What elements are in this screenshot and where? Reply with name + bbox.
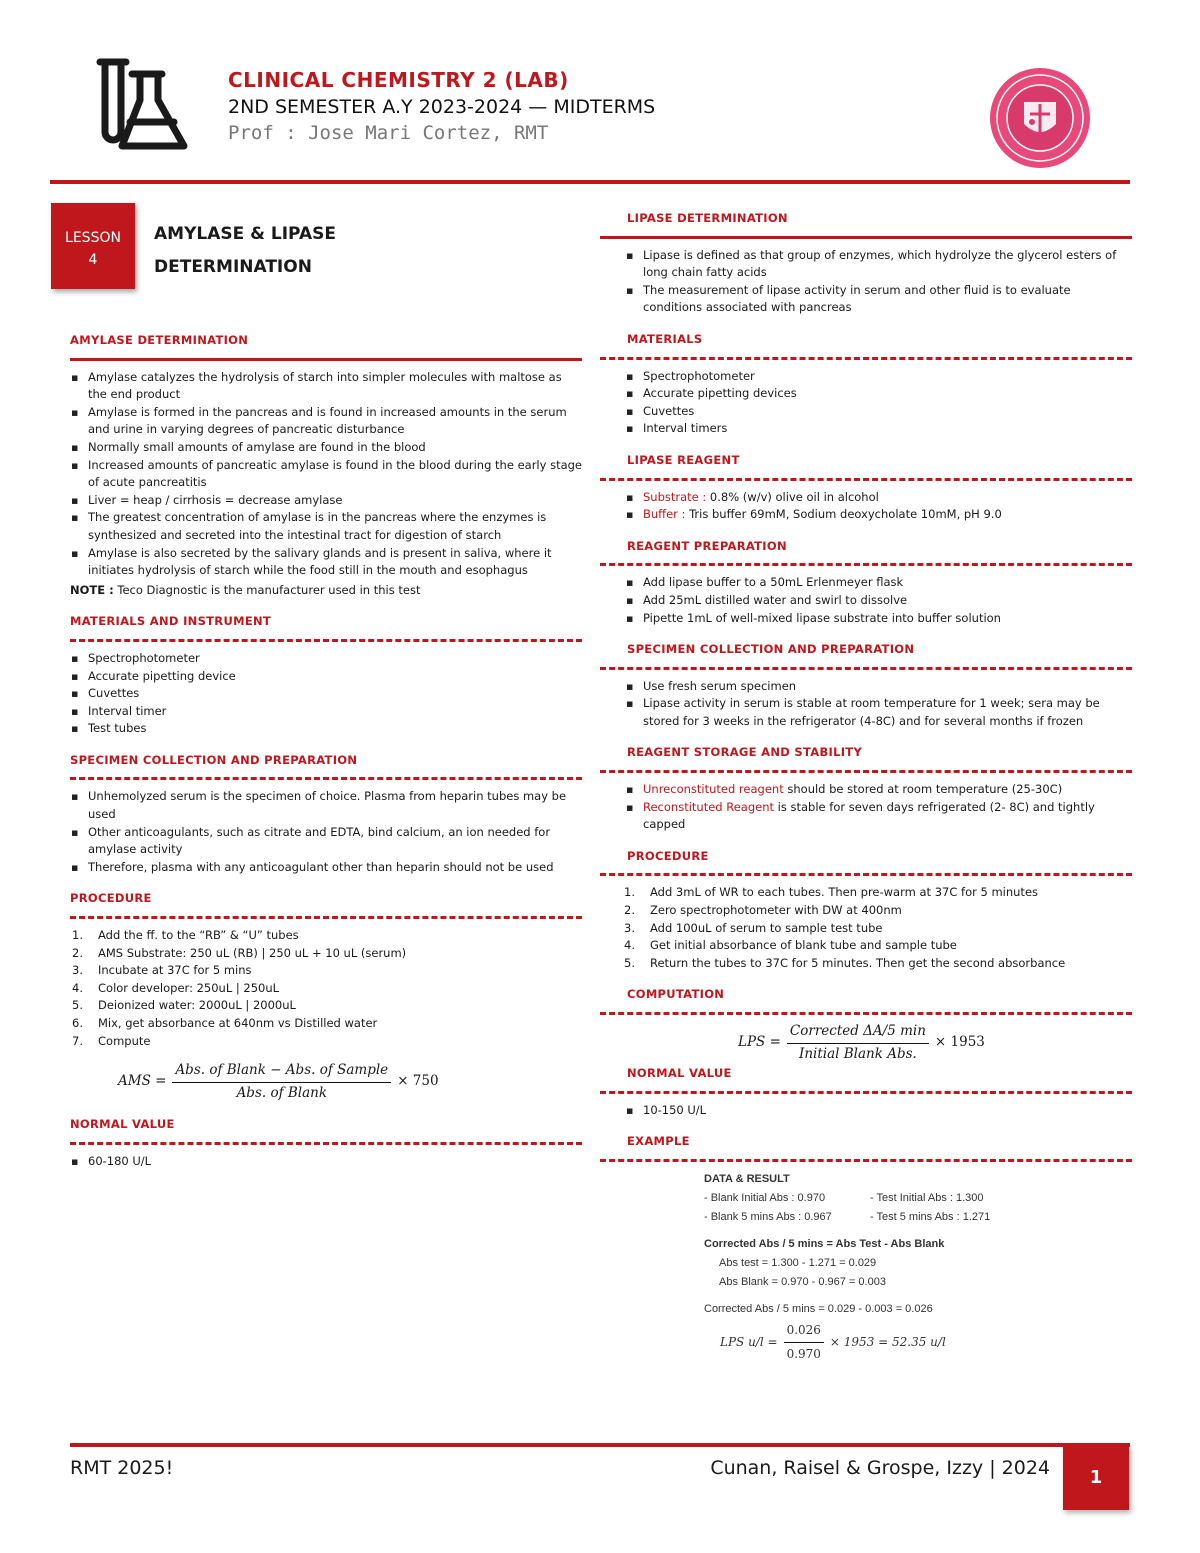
storage-list	[600, 781, 1132, 834]
lps-formula: LPS = $\frac{\text{Corrected ΔA/5 min}}{\text{Initial Blank Abs.}}$ × 1953	[738, 1023, 985, 1062]
note-label: NOTE :	[70, 582, 114, 597]
page-number: 1	[1063, 1446, 1129, 1510]
list-item: ▪ Use fresh serum specimen	[643, 678, 1132, 696]
list-item: 1. Add 3mL of WR to each tubes. Then pre-warm at 37C for 5 minutes	[624, 885, 1039, 900]
semester-line: 2ND SEMESTER A.Y 2023-2024 — MIDTERMS	[228, 96, 656, 118]
list-item: ▪ Cuvettes	[643, 403, 1132, 421]
footer-authors: Cunan, Raisel & Grospe, Izzy | 2024	[710, 1457, 1050, 1479]
list-item: 3. Incubate at 37C for 5 mins	[72, 963, 252, 978]
abs-blank-line: Abs Blank = 0.970 - 0.967 = 0.003	[719, 1275, 886, 1288]
section-divider	[600, 667, 1132, 670]
list-item: ▪ Cuvettes	[88, 685, 582, 703]
normal-value-list	[600, 1102, 1132, 1120]
amylase-list	[70, 369, 582, 580]
list-item: ▪ Reconstituted Reagent is stable for seven days refrigerated (2- 8C) and tightly capped	[643, 799, 1132, 834]
professor-line: Prof : Jose Mari Cortez, RMT	[228, 122, 549, 144]
list-item: ▪ Spectrophotometer	[88, 650, 582, 668]
header-divider	[50, 180, 1130, 184]
list-item: ▪ Amylase catalyzes the hydrolysis of starch into simpler molecules with maltose as the end product	[88, 369, 582, 404]
section-heading: MATERIALS	[627, 331, 703, 346]
procedure-list	[70, 927, 582, 1050]
list-item: ▪ 60-180 U/L	[88, 1153, 582, 1171]
section-divider	[70, 916, 582, 919]
section-heading: SPECIMEN COLLECTION AND PREPARATION	[70, 752, 358, 767]
lps-result-formula: LPS u/l = $\frac{0.026}{0.970}$ × 1953 = 52.35 u/l	[720, 1322, 946, 1361]
specimen-list	[70, 788, 582, 876]
normal-value-list	[70, 1153, 582, 1171]
section-heading: SPECIMEN COLLECTION AND PREPARATION	[627, 642, 915, 657]
list-item: ▪ Increased amounts of pancreatic amylase is found in the blood during the early stage of acute pancreatitis	[88, 457, 582, 492]
list-item: ▪ Interval timer	[88, 703, 582, 721]
right-column	[600, 210, 1132, 1364]
list-item: ▪ Liver = heap / cirrhosis = decrease amylase	[88, 492, 582, 510]
list-item: ▪ Amylase is formed in the pancreas and is found in increased amounts in the serum and urine in varying degrees of pancreatic disturbance	[88, 404, 582, 439]
section-divider	[70, 639, 582, 642]
section-heading: COMPUTATION	[627, 987, 725, 1002]
section-heading: REAGENT STORAGE AND STABILITY	[627, 745, 863, 760]
list-item: 5. Deionized water: 2000uL | 2000uL	[72, 998, 296, 1013]
section-divider	[600, 1091, 1132, 1094]
list-item: ▪ Add lipase buffer to a 50mL Erlenmeyer flask	[643, 574, 1132, 592]
materials-list	[600, 368, 1132, 438]
list-item: ▪ Substrate : 0.8% (w/v) olive oil in alcohol	[643, 489, 1132, 507]
section-divider	[70, 1142, 582, 1145]
list-item: ▪ 10-150 U/L	[643, 1102, 1132, 1120]
section-heading: LIPASE REAGENT	[627, 452, 740, 467]
list-item: ▪ Amylase is also secreted by the salivary glands and is present in saliva, where it initiates hydrolysis of starch while the food still in the mouth and esophagus	[88, 545, 582, 580]
section-divider	[600, 873, 1132, 876]
materials-list	[70, 650, 582, 738]
lesson-badge	[51, 203, 135, 289]
section-divider	[600, 478, 1132, 481]
lesson-label: LESSON	[65, 230, 121, 246]
note-text: Teco Diagnostic is the manufacturer used in this test	[113, 582, 421, 597]
list-item: ▪ Other anticoagulants, such as citrate and EDTA, bind calcium, an ion needed for amylase activity	[88, 824, 582, 859]
specimen-list	[600, 678, 1132, 731]
lab-flask-icon	[92, 58, 192, 158]
example-row: - Blank 5 mins Abs : 0.967 - Test 5 mins Abs : 1.271	[704, 1210, 991, 1223]
section-heading: NORMAL VALUE	[627, 1066, 732, 1081]
list-item: ▪ Unreconstituted reagent should be stored at room temperature (25-30C)	[643, 781, 1132, 799]
list-item: 4. Color developer: 250uL | 250uL	[72, 980, 280, 995]
section-heading: REAGENT PREPARATION	[627, 538, 787, 553]
list-item: 3. Add 100uL of serum to sample test tube	[624, 920, 883, 935]
list-item: ▪ Buffer : Tris buffer 69mM, Sodium deoxycholate 10mM, pH 9.0	[643, 506, 1132, 524]
list-item: ▪ Lipase is defined as that group of enzymes, which hydrolyze the glycerol esters of long chain fatty acids	[643, 247, 1132, 282]
footer-left: RMT 2025!	[70, 1457, 174, 1479]
list-item: ▪ Lipase activity in serum is stable at room temperature for 1 week; sera may be stored for 3 weeks in the refrigerator (4-8C) and for several months if frozen	[643, 695, 1132, 730]
list-item: ▪ Accurate pipetting device	[88, 668, 582, 686]
section-divider	[70, 777, 582, 780]
section-divider	[70, 358, 582, 361]
example-block	[704, 1170, 1132, 1364]
section-heading: MATERIALS AND INSTRUMENT	[70, 614, 272, 629]
list-item: 4. Get initial absorbance of blank tube and sample tube	[624, 938, 957, 953]
list-item: 1. Add the ff. to the “RB” & “U” tubes	[72, 928, 299, 943]
left-column	[70, 332, 582, 1171]
course-title: CLINICAL CHEMISTRY 2 (LAB)	[228, 68, 569, 92]
section-heading: PROCEDURE	[627, 848, 709, 863]
lesson-title	[154, 218, 414, 284]
example-row: - Blank Initial Abs : 0.970 - Test Initial Abs : 1.300	[704, 1191, 984, 1204]
university-seal	[988, 66, 1092, 170]
list-item: 2. Zero spectrophotometer with DW at 400nm	[624, 903, 902, 918]
lesson-title-line2: DETERMINATION	[154, 257, 312, 277]
section-divider	[600, 770, 1132, 773]
section-heading: EXAMPLE	[627, 1134, 690, 1149]
corrected-formula-title: Corrected Abs / 5 mins = Abs Test - Abs Blank	[704, 1237, 945, 1250]
list-item: ▪ Pipette 1mL of well-mixed lipase substrate into buffer solution	[643, 610, 1132, 628]
list-item: ▪ Add 25mL distilled water and swirl to dissolve	[643, 592, 1132, 610]
section-divider	[600, 1012, 1132, 1015]
section-divider	[600, 1159, 1132, 1162]
section-heading: PROCEDURE	[70, 891, 152, 906]
section-heading: NORMAL VALUE	[70, 1117, 175, 1132]
abs-test-line: Abs test = 1.300 - 1.271 = 0.029	[719, 1256, 877, 1269]
corrected-result-line: Corrected Abs / 5 mins = 0.029 - 0.003 = 0.026	[704, 1302, 933, 1315]
note	[70, 582, 582, 600]
list-item: 5. Return the tubes to 37C for 5 minutes. Then get the second absorbance	[624, 955, 1066, 970]
lipase-list	[600, 247, 1132, 317]
section-divider	[600, 236, 1132, 239]
list-item: ▪ The measurement of lipase activity in serum and other fluid is to evaluate conditions associated with pancreas	[643, 282, 1132, 317]
list-item: ▪ Interval timers	[643, 420, 1132, 438]
list-item: ▪ Test tubes	[88, 720, 582, 738]
list-item: ▪ Accurate pipetting devices	[643, 385, 1132, 403]
lesson-title-line1: AMYLASE & LIPASE	[154, 224, 336, 244]
list-item: 7. Compute	[72, 1033, 151, 1048]
section-divider	[600, 563, 1132, 566]
ams-formula: AMS = $\frac{\text{Abs. of Blank − Abs. of Sample}}{\text{Abs. of Blank}}$ × 750	[118, 1062, 439, 1101]
procedure-list	[600, 884, 1132, 972]
footer-divider	[70, 1443, 1130, 1447]
example-title: DATA & RESULT	[704, 1172, 790, 1185]
list-item: 6. Mix, get absorbance at 640nm vs Distilled water	[72, 1016, 378, 1030]
section-divider	[600, 357, 1132, 360]
lesson-number: 4	[88, 252, 98, 268]
section-heading: AMYLASE DETERMINATION	[70, 333, 249, 347]
reagent-list	[600, 489, 1132, 524]
section-heading: LIPASE DETERMINATION	[627, 211, 788, 225]
list-item: ▪ Unhemolyzed serum is the specimen of choice. Plasma from heparin tubes may be used	[88, 788, 582, 823]
list-item: 2. AMS Substrate: 250 uL (RB) | 250 uL + 10 uL (serum)	[72, 945, 407, 960]
list-item: ▪ Normally small amounts of amylase are found in the blood	[88, 439, 582, 457]
prep-list	[600, 574, 1132, 627]
list-item: ▪ The greatest concentration of amylase is in the pancreas where the enzymes is synthesized and secreted into the intestinal tract for digestion of starch	[88, 509, 582, 544]
list-item: ▪ Therefore, plasma with any anticoagulant other than heparin should not be used	[88, 859, 582, 877]
list-item: ▪ Spectrophotometer	[643, 368, 1132, 386]
